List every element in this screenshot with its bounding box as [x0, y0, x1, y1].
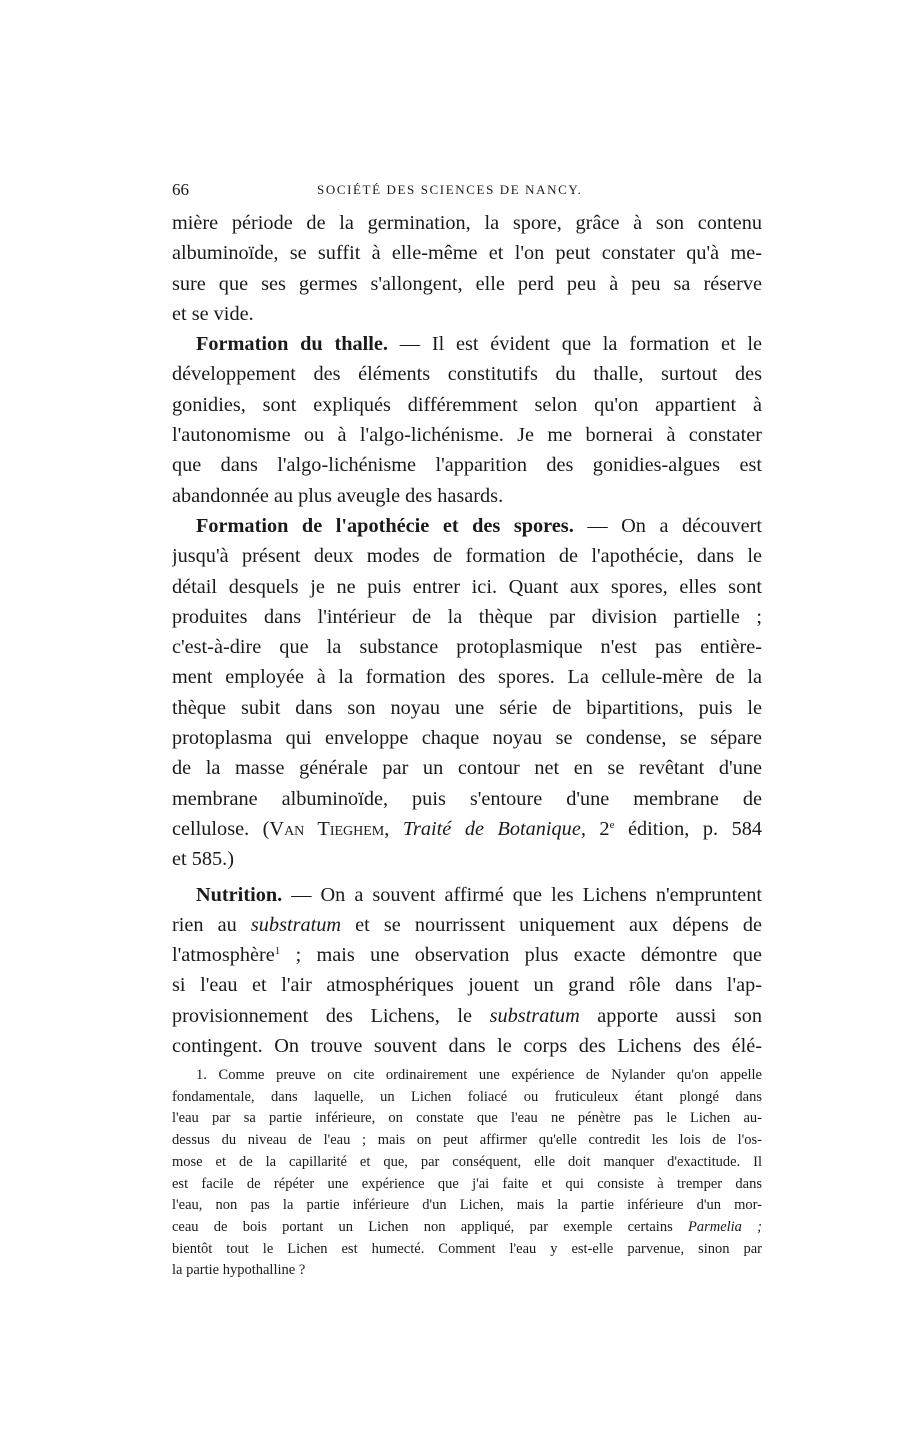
text-line: produites dans l'intérieur de la thèque par division partielle ;: [172, 605, 762, 628]
footnote-line: l'eau par sa partie inférieure, on constate que l'eau ne pénètre pas le Lichen au-: [172, 1110, 762, 1127]
text-line: et 585.): [172, 848, 234, 871]
text-line: jusqu'à présent deux modes de formation de l'apothécie, dans le: [172, 545, 762, 568]
text-line: si l'eau et l'air atmosphériques jouent un grand rôle dans l'ap-: [172, 974, 762, 997]
footnote-line: est facile de répéter une expérience que j'ai faite et qui consiste à tremper dans: [172, 1175, 762, 1192]
text-line: mière période de la germination, la spore, grâce à son contenu: [172, 212, 762, 234]
text-line: contingent. On trouve souvent dans le corps des Lichens des élé-: [172, 1035, 762, 1058]
text-line: l'autonomisme ou à l'algo-lichénisme. Je me bornerai à constater: [172, 424, 762, 447]
text-line: et se vide.: [172, 302, 254, 325]
text-line: rien au substratum et se nourrissent uniquement aux dépens de: [172, 913, 762, 936]
text-line: l'atmosphère$^1$ ; mais une observation plus exacte démontre que: [172, 944, 762, 967]
text-line: Formation de l'apothécie et des spores. — On a découvert: [196, 514, 762, 537]
citation-author: Van Tieghem: [269, 817, 385, 840]
text-line: c'est-à-dire que la substance protoplasmique n'est pas entière-: [172, 636, 762, 659]
paragraph-thalle: [172, 329, 762, 511]
footnote: [172, 1065, 762, 1282]
text-line: gonidies, sont expliqués différemment selon qu'on appartient à: [172, 393, 762, 416]
citation-line: cellulose. (Van Tieghem, Traité de Botanique, 2e édition, p. 584: [172, 817, 762, 840]
citation-title: Traité de Botanique,: [402, 817, 586, 840]
section-heading: Nutrition.: [196, 883, 283, 906]
footnote-line: fondamentale, dans laquelle, un Lichen foliacé ou fruticuleux étant plongé dans: [172, 1088, 762, 1105]
text-line: sure que ses germes s'allongent, elle perd peu à peu sa réserve: [172, 272, 762, 295]
text-line: que dans l'algo-lichénisme l'apparition des gonidies-algues est: [172, 454, 762, 477]
text-line: abandonnée au plus aveugle des hasards.: [172, 484, 504, 507]
section-heading: Formation de l'apothécie et des spores.: [196, 514, 574, 537]
text-line: développement des éléments constitutifs du thalle, surtout des: [172, 363, 762, 386]
text-line: ment employée à la formation des spores. La cellule-mère de la: [172, 666, 762, 689]
text-line: Formation du thalle. — Il est évident que la formation et le: [196, 333, 762, 356]
footnote-line: dessus du niveau de l'eau ; mais on peut affirmer qu'elle contredit les lois de l'os-: [172, 1132, 762, 1149]
text-line: détail desquels je ne puis entrer ici. Quant aux spores, elles sont: [172, 575, 762, 598]
footnote-marker: 1: [274, 945, 281, 958]
running-title: SOCIÉTÉ DES SCIENCES DE NANCY.: [317, 182, 583, 197]
paragraph-nutrition: [172, 880, 762, 1062]
section-heading: Formation du thalle.: [196, 333, 388, 356]
main-text: [172, 208, 762, 1061]
running-header: [172, 180, 762, 202]
text-line: membrane albuminoïde, puis s'entoure d'une membrane de: [172, 787, 762, 810]
paragraph-apothecie: [172, 511, 762, 875]
text-line: Nutrition. — On a souvent affirmé que les Lichens n'empruntent: [196, 883, 762, 906]
footnote-line: l'eau, non pas la partie inférieure d'un Lichen, mais la partie inférieure d'un mor-: [172, 1197, 762, 1214]
footnote-line: ceau de bois portant un Lichen non appliqué, par exemple certains Parmelia ;: [172, 1218, 762, 1235]
paragraph-germination: [172, 208, 762, 329]
footnote-line: la partie hypothalline ?: [172, 1262, 306, 1279]
footnote-line: 1. Comme preuve on cite ordinairement une expérience de Nylander qu'on appelle: [196, 1067, 762, 1083]
footnote-line: mose et de la capillarité et que, par conséquent, elle doit manquer d'exactitude. Il: [172, 1153, 762, 1170]
text-line: thèque subit dans son noyau une série de bipartitions, puis le: [172, 696, 762, 719]
text-line: protoplasma qui enveloppe chaque noyau se condense, se sépare: [172, 727, 762, 750]
text-line: de la masse générale par un contour net en se revêtant d'une: [172, 757, 762, 780]
text-line: provisionnement des Lichens, le substratum apporte aussi son: [172, 1004, 762, 1027]
page-number: 66: [172, 180, 189, 199]
footnote-line: bientôt tout le Lichen est humecté. Comment l'eau y est-elle parvenue, sinon par: [172, 1240, 762, 1257]
text-line: albuminoïde, se suffit à elle-même et l'on peut constater qu'à me-: [172, 242, 762, 265]
